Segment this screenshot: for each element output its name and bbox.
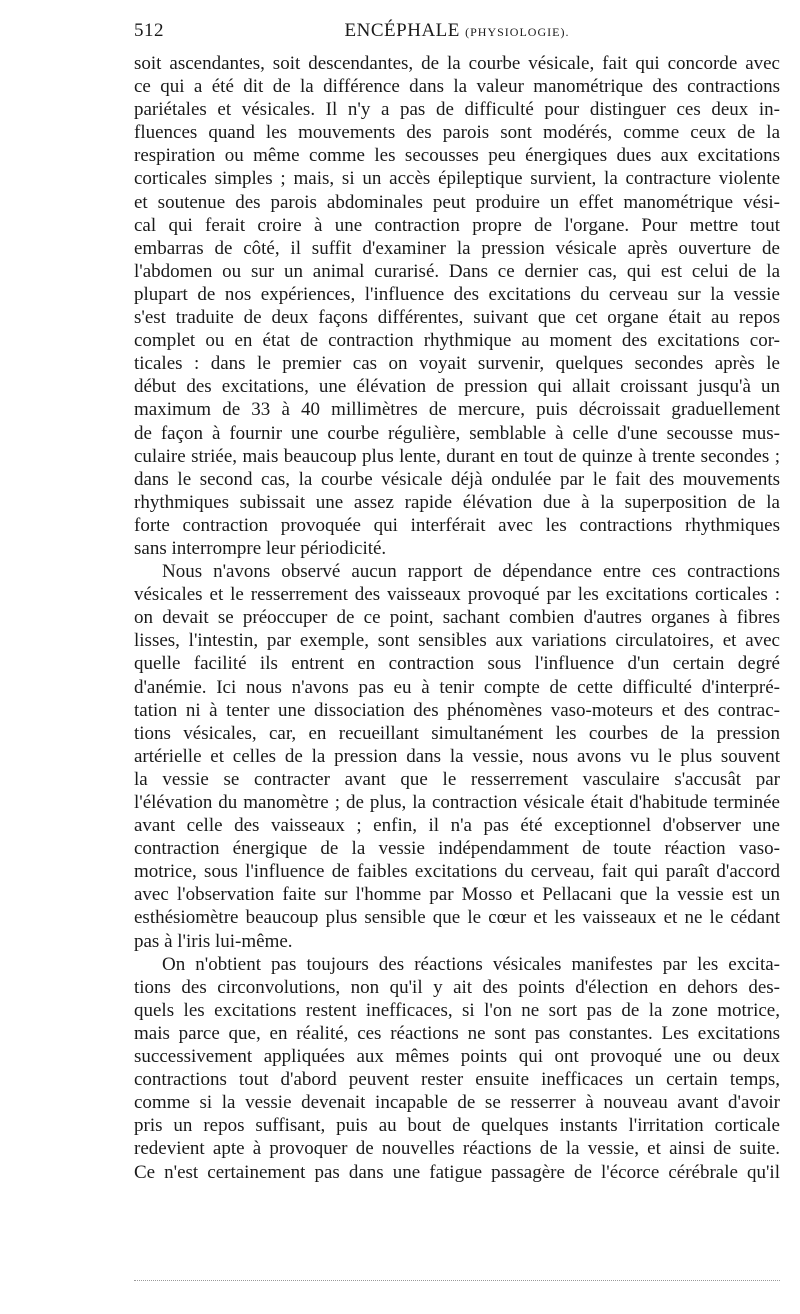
- text-line: respiration ou même comme les secousses peu énergiques dues aux excitations: [134, 145, 780, 167]
- text-line: l'élévation du manomètre ; de plus, la contraction vésicale était d'habitude terminée: [134, 792, 780, 813]
- text-line: ce qui a été dit de la différence dans la valeur manométrique des contractions: [134, 76, 780, 98]
- text-line: tation ni à tenter une dissociation des phénomènes vaso-moteurs et des contrac-: [134, 699, 780, 721]
- paragraph: [134, 953, 780, 1184]
- text-line: maximum de 33 à 40 millimètres de mercure, puis décroissait graduellement: [134, 399, 780, 421]
- text-line: contraction énergique de la vessie indépendamment de toute réaction vaso-: [134, 838, 780, 860]
- running-header: [134, 20, 780, 50]
- text-line: quelle facilité ils entrent en contraction sous l'influence d'un certain degré: [134, 653, 780, 675]
- text-line: corticales simples ; mais, si un accès épileptique survient, la contracture violente: [134, 168, 780, 190]
- text-line: ticales : dans le premier cas on voyait survenir, quelques secondes après le: [134, 353, 780, 375]
- text-line: redevient apte à provoquer de nouvelles réactions de la vessie, et ainsi de suite.: [134, 1138, 780, 1160]
- footer-dotted-rule: [134, 1276, 780, 1281]
- text-line: plupart de nos expériences, l'influence des excitations du cerveau sur la vessie: [134, 283, 780, 305]
- text-line: de façon à fournir une courbe régulière, semblable à celle d'une secousse mus-: [134, 422, 780, 444]
- paragraph: [134, 560, 780, 953]
- text-line: d'anémie. Ici nous n'avons pas eu à tenir compte de cette difficulté d'interpré-: [134, 676, 780, 698]
- text-line: artérielle et celles de la pression dans la vessie, nous avons vu le plus souvent: [134, 745, 780, 767]
- text-line: embarras de côté, il suffit d'examiner la pression vésicale après ouverture de: [134, 237, 780, 259]
- text-line: esthésiomètre beaucoup plus sensible que le cœur et les vaisseaux et ne le cédant: [134, 907, 780, 929]
- running-title-sub: (PHYSIOLOGIE).: [465, 25, 570, 39]
- text-line: pris un repos suffisant, puis au bout de quelques instants l'irritation corticale: [134, 1115, 780, 1137]
- text-line: début des excitations, une élévation de pression qui allait croissant jusqu'à un: [134, 376, 780, 398]
- text-line: et soutenue des parois abdominales peut produire un effet manométrique vési-: [134, 191, 780, 213]
- text-line: avant celle des vaisseaux ; enfin, il n'a pas été exceptionnel d'observer une: [134, 815, 780, 837]
- text-line: Ce n'est certainement pas dans une fatigue passagère de l'écorce cérébrale qu'il: [134, 1161, 780, 1183]
- running-title: [134, 20, 780, 42]
- text-line: rhythmiques subissait une assez rapide élévation due à la superposition de la: [134, 491, 780, 513]
- text-line: cal qui ferait croire à une contraction propre de l'organe. Pour mettre tout: [134, 214, 780, 236]
- text-line: culaire striée, mais beaucoup plus lente, durant en tout de quinze à trente secondes ;: [134, 445, 780, 467]
- text-line: fluences quand les mouvements des parois sont modérés, comme ceux de la: [134, 122, 780, 144]
- text-line: Nous n'avons observé aucun rapport de dépendance entre ces contractions: [162, 561, 780, 583]
- text-line: tions des circonvolutions, non qu'il y ait des points d'élection en dehors des-: [134, 976, 780, 998]
- paragraph: [134, 52, 780, 560]
- text-line: pariétales et vésicales. Il n'y a pas de difficulté pour distinguer ces deux in-: [134, 99, 780, 121]
- text-line: sans interrompre leur périodicité.: [134, 537, 387, 559]
- text-line: contractions tout d'abord peuvent rester ensuite inefficaces un certain temps,: [134, 1069, 780, 1091]
- text-line: dans le second cas, la courbe vésicale déjà ondulée par le fait des mouvements: [134, 468, 780, 490]
- page-number: 512: [134, 20, 164, 41]
- text-line: On n'obtient pas toujours des réactions vésicales manifestes par les excita-: [162, 953, 780, 975]
- text-line: forte contraction provoquée qui interférait avec les contractions rhythmiques: [134, 514, 780, 536]
- text-line: avec l'observation faite sur l'homme par Mosso et Pellacani que la vessie est un: [134, 884, 780, 906]
- text-line: on devait se préoccuper de ce point, sachant combien d'autres organes à fibres: [134, 607, 780, 629]
- text-line: pas à l'iris lui-même.: [134, 930, 293, 952]
- text-line: vésicales et le resserrement des vaisseaux provoqué par les excitations corticales :: [134, 584, 780, 606]
- text-line: comme si la vessie devenait incapable de se resserrer à nouveau avant d'avoir: [134, 1092, 780, 1114]
- text-line: successivement appliquées aux mêmes points qui ont provoqué une ou deux: [134, 1046, 780, 1068]
- text-line: soit ascendantes, soit descendantes, de la courbe vésicale, fait qui concorde avec: [134, 53, 780, 74]
- text-line: s'est traduite de deux façons différentes, suivant que cet organe était au repos: [134, 307, 780, 329]
- text-line: lisses, l'intestin, par exemple, sont sensibles aux variations circulatoires, et avec: [134, 630, 780, 652]
- text-line: complet ou en état de contraction rhythmique au moment des excitations cor-: [134, 330, 780, 352]
- text-line: tions vésicales, car, en recueillant simultanément les courbes de la pression: [134, 722, 780, 744]
- running-title-main: ENCÉPHALE: [344, 20, 460, 41]
- text-line: motrice, sous l'influence de faibles excitations du cerveau, fait qui paraît d'accord: [134, 861, 780, 883]
- text-line: la vessie se contracter avant que le resserrement vasculaire s'accusât par: [134, 768, 780, 790]
- body-text: [134, 52, 780, 1184]
- text-line: mais parce que, en réalité, ces réactions ne sont pas constantes. Les excitations: [134, 1022, 780, 1044]
- text-line: quels les excitations restent inefficaces, si l'on ne sort pas de la zone motrice,: [134, 999, 780, 1021]
- text-line: l'abdomen ou sur un animal curarisé. Dans ce dernier cas, qui est celui de la: [134, 260, 780, 282]
